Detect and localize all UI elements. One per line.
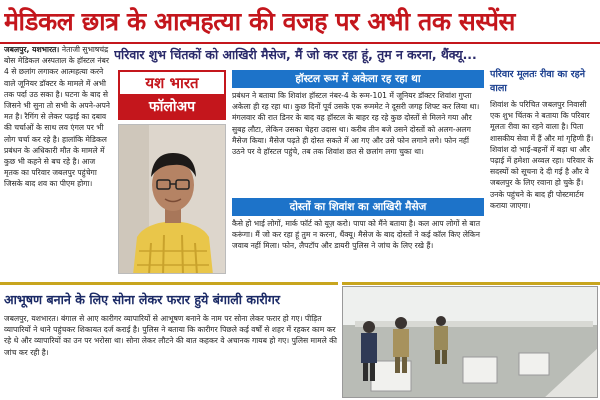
- student-photo: [118, 124, 226, 274]
- bottom-divider-right: [342, 282, 600, 285]
- student-portrait-illustration: [119, 125, 226, 274]
- left-column: [4, 44, 110, 272]
- rooftop-scene-illustration: [343, 287, 598, 398]
- bottom-story-heading: आभूषण बनाने के लिए सोना लेकर फरार हुये बंगाली कारीगर: [4, 292, 281, 307]
- section-hostel-room-heading: हॉस्टल रूम में अकेला रह रहा था: [232, 70, 484, 88]
- section-hostel-room-body: प्रबंधन ने बताया कि शिवांश हॉस्टल नंबर-4 के रूम-101 में जूनियर डॉक्टर शिवांश गुप्ता अकेला ही रह रहा था। कुछ दिनों पूर्व उसके एक रूममेट ने दूसरी जगह शिफ्ट कर लिया था। मंगलवार की रात डिनर के बाद वह हॉस्टल के बाहर रह रहे कुछ दोस्तों से मिलने गया और सुबह लौटा, लेकिन उसका चेहरा उदास था। करीब तीन बजे उसने दोस्तों को अलग-अलग मैसेज किया। मैसेज पढ़ते ही दोस्त सकते में आ गए और उसे फोन लगाने लगे। फोन नहीं उठने पर वे हॉस्टल पहुंचे, तब तक शिवांश छत से छलांग लगा चुका था।: [232, 91, 480, 157]
- right-column-body: शिवांश के परिचित जबलपुर निवासी एक शुभ चिंतक ने बताया कि परिवार मूलतः रीवा का रहने वाला है। पिता शासकीय सेवा में हैं और मां गृहिणी हैं। शिवांश दो भाई-बहनों में बड़ा था और पढ़ाई में हमेशा अव्वल रहा। परिवार के सदस्यों को सूचना दे दी गई है और वे जबलपुर के लिए रवाना हो चुके हैं। उनके पहुंचने के बाद ही पोस्टमार्टम कराया जाएगा।: [490, 100, 594, 210]
- dateline: जबलपुर, यशभारत।: [4, 45, 62, 54]
- hostel-scene-photo: [342, 286, 598, 398]
- section-last-message-heading: दोस्तों का शिवांश का आखिरी मैसेज: [232, 198, 484, 216]
- logo-followup: फॉलोअप: [118, 94, 226, 120]
- bottom-story-body: जबलपुर, यशभारत। बंगाल से आए कारीगर व्यापारियों से आभूषण बनाने के नाम पर सोना लेकर फरार हो गए। पीड़ित व्यापारियों ने थाने पहुंचकर शिकायत दर्ज कराई है। पुलिस ने बताया कि कारीगर पिछले कई वर्षों से शहर में रहकर काम कर रहे थे और व्यापारियों का उन पर भरोसा था। सोना लेकर लौटने की बात कहकर वे अचानक गायब हो गए। पुलिस मामले की जांच कर रही है।: [4, 314, 337, 357]
- main-headline: मेडिकल छात्र के आत्महत्या की वजह पर अभी तक सस्पेंस: [4, 7, 516, 36]
- left-column-body: नेताजी सुभाषचंद्र बोस मेडिकल अस्पताल के हॉस्टल नंबर 4 से छलांग लगाकर आत्महत्या करने वाले जूनियर डॉक्टर के मामले में अभी तक पर्दा उठ सका है। घटना के बाद से जिसने भी सुना तो सभी के अपने-अपने मत है। रैगिंग से लेकर पढ़ाई का दबाव की चर्चाओं के साथ लव एंगल पर भी लोग चर्चा कर रहे है। हालांकि मेडिकल प्रबंधन के अधिकारी मौत के मामले में कुछ भी कहने से बच रहे है। आज मृतक का परिवार जबलपुर पहुंचेगा जिसके बाद शव का पीएम होगा।: [4, 45, 110, 189]
- yash-bharat-logo: [118, 70, 226, 120]
- bottom-divider-left: [0, 282, 338, 285]
- right-column-heading: परिवार मूलतः रीवा का रहने वाला: [490, 69, 586, 94]
- logo-title: यश भारत: [118, 70, 226, 94]
- section-last-message-body: कैसे हो भाई लोगों, मार्क फॉर्ट को यूज़ करो। पापा को मैंने बताया है। कल आप लोगों से बात करूंगा। मैं जो कर रहा हूं तुम न करना, थैंक्यू। मैसेज के बाद दोस्तों ने कई कॉल किए लेकिन जवाब नहीं मिला। फोन, लैपटॉप और डायरी पुलिस ने जांच के लिए रखे हैं।: [232, 219, 481, 251]
- subheadline: परिवार शुभ चिंतकों को आखिरी मैसेज, मैं जो कर रहा हूं, तुम न करना, थैंक्यू...: [114, 47, 477, 62]
